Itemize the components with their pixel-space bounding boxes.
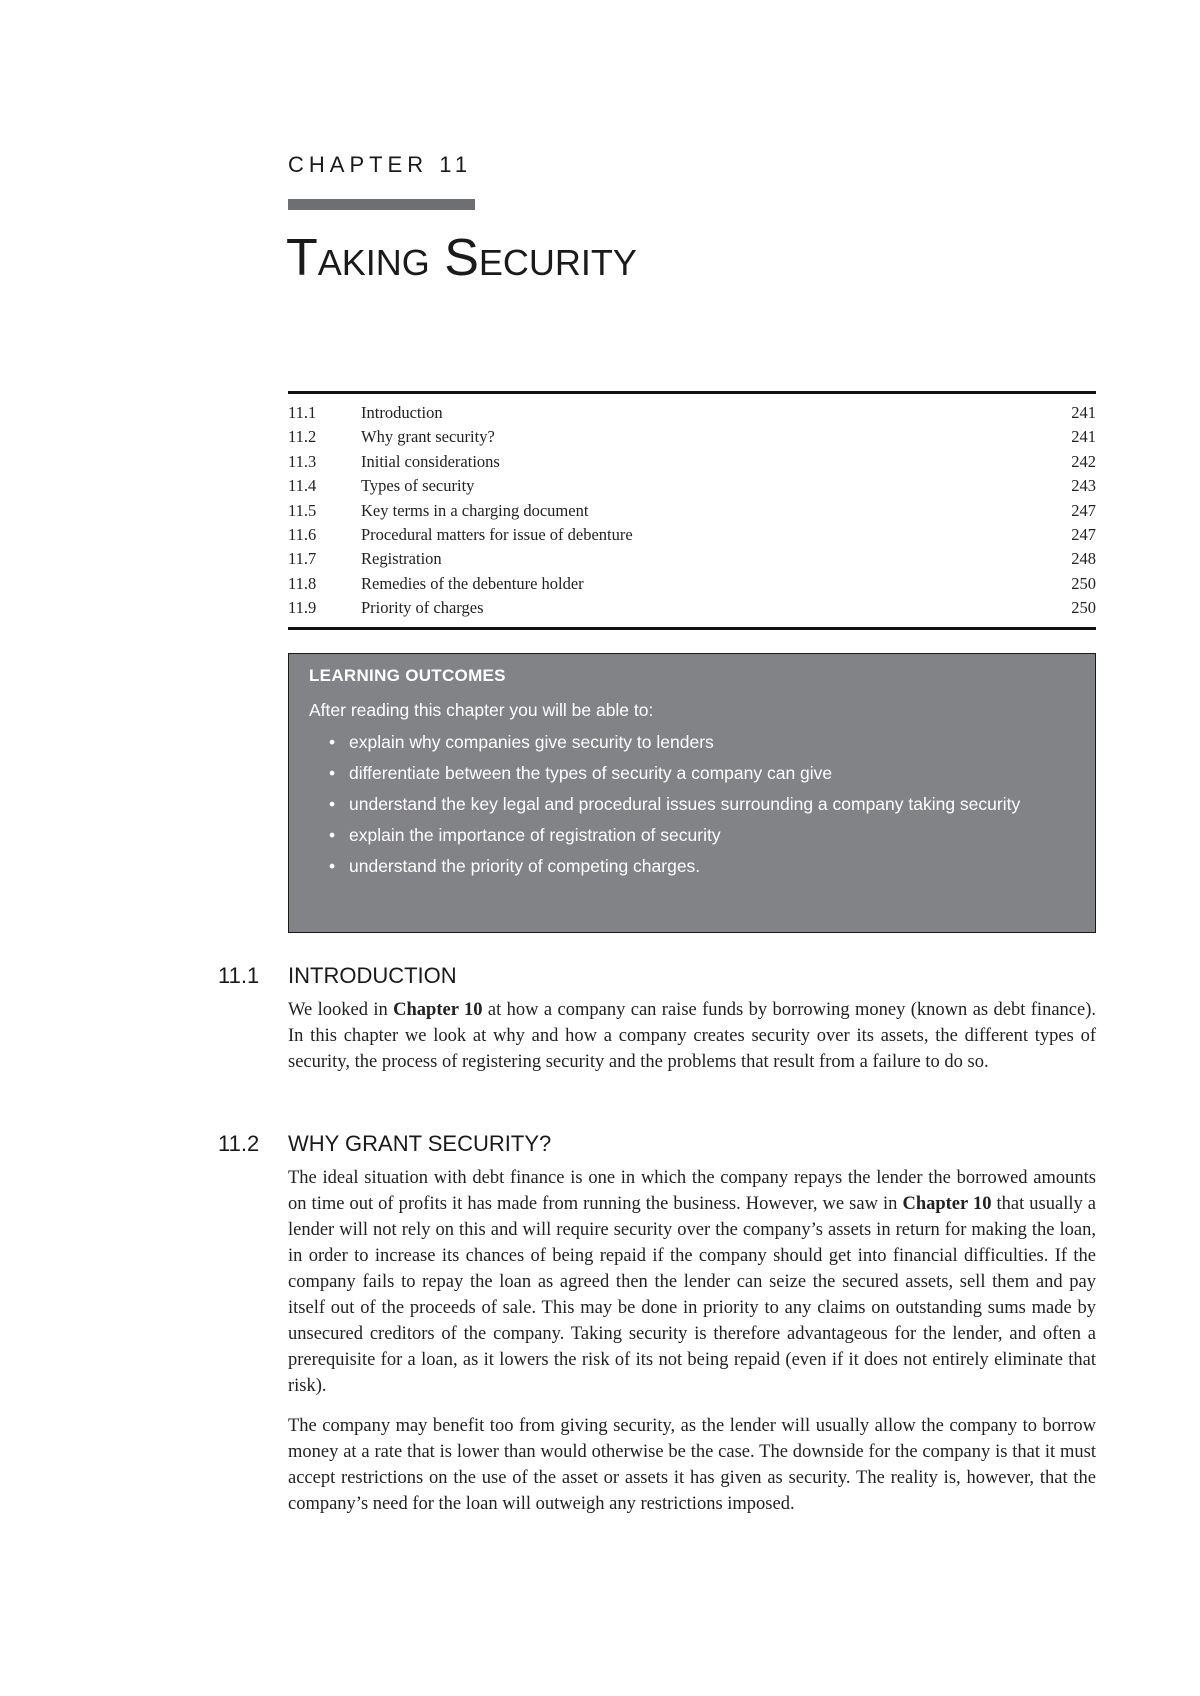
chapter-title: Taking Security xyxy=(286,229,637,287)
toc-page-number: 241 xyxy=(1071,427,1096,447)
toc-page-number: 241 xyxy=(1071,403,1096,422)
toc-page-number: 250 xyxy=(1071,573,1096,593)
section-number: 11.1 xyxy=(218,963,260,988)
toc-number: 11.4 xyxy=(288,476,317,496)
toc-title: Remedies of the debenture holder xyxy=(361,573,584,593)
toc-title: Key terms in a charging document xyxy=(361,500,589,520)
text-run: that usually a lender will not rely on this and will require security over the company’s assets in return for making the loan, in order to increase its chances of being repaid if the company should get into financial difficulties. If the company fails to repay the loan as agreed then the lender can seize the secured assets, sell them and pay itself out of the proceeds of sale. This may be done in priority to any claims on outstanding sums made by unsecured creditors of the company. Taking security is therefore advantageous for the lender, and often a prerequisite for a loan, as it lowers the risk of its not being repaid (even if it does not entirely eliminate that risk). xyxy=(288,1194,1097,1396)
toc-page-number: 243 xyxy=(1071,476,1096,496)
text-run: We looked in xyxy=(288,1000,394,1020)
learning-outcome-text: understand the priority of competing charges. xyxy=(349,856,701,876)
toc-title: Introduction xyxy=(361,403,443,422)
bullet-icon: • xyxy=(329,763,336,783)
chapter-reference: Chapter 10 xyxy=(393,1000,483,1020)
learning-outcomes-intro: After reading this chapter you will be able to: xyxy=(309,700,654,720)
toc-page-number: 247 xyxy=(1071,500,1096,520)
section-title: INTRODUCTION xyxy=(288,963,457,988)
toc-number: 11.2 xyxy=(288,427,317,447)
toc-title: Registration xyxy=(361,549,442,569)
toc-row xyxy=(288,401,1096,425)
learning-outcome-item xyxy=(309,822,1075,848)
learning-outcome-text: differentiate between the types of security a company can give xyxy=(349,763,833,783)
toc-row xyxy=(288,425,1096,449)
paragraph xyxy=(288,997,1096,1075)
text-run: at how a company can raise funds by borrowing money (known as debt finance). In this chapter we look at why and how a company creates security over its assets, the different types of security, the process of registering security and the problems that result from a failure to do so. xyxy=(288,1000,1096,1072)
toc-row xyxy=(288,499,1096,523)
toc-row xyxy=(288,547,1096,571)
toc-row xyxy=(288,523,1096,547)
toc-number: 11.6 xyxy=(288,525,317,545)
learning-outcome-item xyxy=(309,853,1075,879)
toc-number: 11.1 xyxy=(288,403,317,422)
chapter-reference: Chapter 10 xyxy=(902,1194,992,1214)
chapter-bar xyxy=(288,199,475,210)
toc-page-number: 247 xyxy=(1071,525,1096,545)
toc-title: Types of security xyxy=(361,476,475,496)
bullet-icon: • xyxy=(329,825,336,845)
learning-outcomes-box xyxy=(288,653,1096,933)
toc-title: Initial considerations xyxy=(361,451,500,471)
toc-page-number: 248 xyxy=(1071,549,1096,569)
learning-outcome-item xyxy=(309,729,1075,755)
section-body-introduction xyxy=(288,997,1096,1089)
section-heading-introduction xyxy=(218,963,457,989)
toc-row xyxy=(288,474,1096,498)
toc-title: Procedural matters for issue of debenture xyxy=(361,525,633,545)
table-of-contents xyxy=(288,391,1096,630)
learning-outcome-text: understand the key legal and procedural issues surrounding a company taking security xyxy=(349,794,1021,814)
chapter-label: CHAPTER 11 xyxy=(288,152,473,177)
toc-row xyxy=(288,572,1096,596)
toc-number: 11.3 xyxy=(288,451,317,471)
toc-number: 11.8 xyxy=(288,573,317,593)
learning-outcome-text: explain the importance of registration of security xyxy=(349,825,721,845)
section-heading-why-grant-security xyxy=(218,1131,551,1157)
paragraph xyxy=(288,1165,1096,1399)
toc-row xyxy=(288,450,1096,474)
toc-number: 11.5 xyxy=(288,500,317,520)
toc-title: Why grant security? xyxy=(361,427,495,447)
learning-outcome-item xyxy=(309,760,1075,786)
section-number: 11.2 xyxy=(218,1131,260,1156)
toc-row xyxy=(288,596,1096,620)
learning-outcome-item xyxy=(309,791,1075,817)
section-body-why-grant-security xyxy=(288,1165,1096,1531)
toc-number: 11.9 xyxy=(288,598,317,618)
bullet-icon: • xyxy=(329,732,336,752)
toc-title: Priority of charges xyxy=(361,598,484,618)
text-run: The ideal situation with debt finance is one in which the company repays the lender the borrowed amounts on time out of profits it has made from running the business. However, we saw in xyxy=(288,1168,1096,1214)
learning-outcomes-list xyxy=(309,729,1075,879)
section-title: WHY GRANT SECURITY? xyxy=(288,1131,552,1156)
toc-page-number: 242 xyxy=(1071,451,1096,471)
paragraph: The company may benefit too from giving security, as the lender will usually allow the company to borrow money at a rate that is lower than would otherwise be the case. The downside for the company is that it must accept restrictions on the use of the asset or assets it has given as security. The reality is, however, that the company’s need for the loan will outweigh any restrictions imposed. xyxy=(288,1416,1096,1514)
toc-page-number: 250 xyxy=(1071,598,1096,618)
toc-number: 11.7 xyxy=(288,549,317,569)
learning-outcome-text: explain why companies give security to lenders xyxy=(349,732,714,752)
bullet-icon: • xyxy=(329,856,336,876)
bullet-icon: • xyxy=(329,794,336,814)
learning-outcomes-heading: LEARNING OUTCOMES xyxy=(309,666,506,685)
